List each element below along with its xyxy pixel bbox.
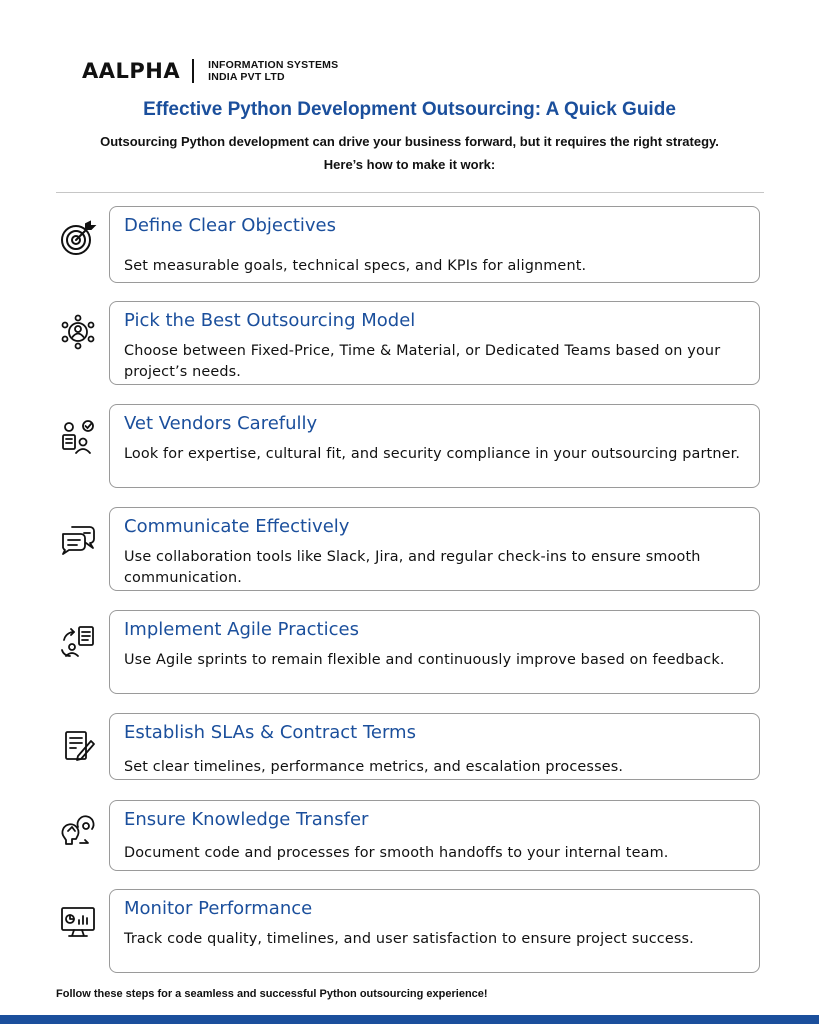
step-card xyxy=(109,713,760,780)
brand-subtitle-line1: INFORMATION SYSTEMS xyxy=(208,59,339,71)
brand-subtitle-line2: INDIA PVT LTD xyxy=(208,71,285,83)
page-title: Effective Python Development Outsourcing: A Quick Guide xyxy=(143,99,676,120)
step-card xyxy=(109,301,760,385)
brand-subtitle xyxy=(208,59,338,83)
agile-cycle-icon xyxy=(58,622,98,662)
step-title: Implement Agile Practices xyxy=(124,619,359,640)
step-card xyxy=(109,889,760,973)
step-title: Monitor Performance xyxy=(124,898,313,919)
knowledge-transfer-icon xyxy=(58,813,98,853)
step-description: Look for expertise, cultural fit, and security compliance in your outsourcing partner. xyxy=(124,446,741,462)
chat-bubbles-icon xyxy=(58,518,98,558)
intro-text: Outsourcing Python development can drive your business forward, but it requires the right strategy. Here’s how to make it work: xyxy=(100,134,719,172)
step-card xyxy=(109,800,760,871)
network-people-icon xyxy=(58,312,98,352)
brand-logo xyxy=(82,58,338,84)
step-description: Set measurable goals, technical specs, and KPIs for alignment. xyxy=(124,258,587,274)
step-description: Document code and processes for smooth handoffs to your internal team. xyxy=(124,845,669,861)
divider xyxy=(56,192,764,193)
step-description: Set clear timelines, performance metrics, and escalation processes. xyxy=(124,759,624,775)
step-card xyxy=(109,206,760,283)
step-title: Define Clear Objectives xyxy=(124,215,337,236)
step-card xyxy=(109,404,760,488)
step-title: Pick the Best Outsourcing Model xyxy=(124,310,416,331)
step-title: Communicate Effectively xyxy=(124,516,350,537)
step-title: Establish SLAs & Contract Terms xyxy=(124,722,416,743)
step-card xyxy=(109,610,760,694)
step-description: Choose between Fixed-Price, Time & Material, or Dedicated Teams based on your project’s needs. xyxy=(124,343,721,380)
footer-note: Follow these steps for a seamless and successful Python outsourcing experience! xyxy=(56,988,488,1000)
brand-separator xyxy=(192,59,194,83)
target-icon xyxy=(58,218,98,258)
bottom-bar xyxy=(0,1015,819,1024)
contract-pen-icon xyxy=(58,726,98,766)
step-title: Vet Vendors Carefully xyxy=(124,413,318,434)
brand-name: AALPHA xyxy=(82,59,181,83)
step-description: Use collaboration tools like Slack, Jira, and regular check-ins to ensure smooth communication. xyxy=(124,549,701,586)
vendor-check-icon xyxy=(58,418,98,458)
monitor-chart-icon xyxy=(58,902,98,942)
step-description: Use Agile sprints to remain flexible and continuously improve based on feedback. xyxy=(124,652,725,668)
step-title: Ensure Knowledge Transfer xyxy=(124,809,369,830)
step-card xyxy=(109,507,760,591)
step-description: Track code quality, timelines, and user satisfaction to ensure project success. xyxy=(124,931,694,947)
